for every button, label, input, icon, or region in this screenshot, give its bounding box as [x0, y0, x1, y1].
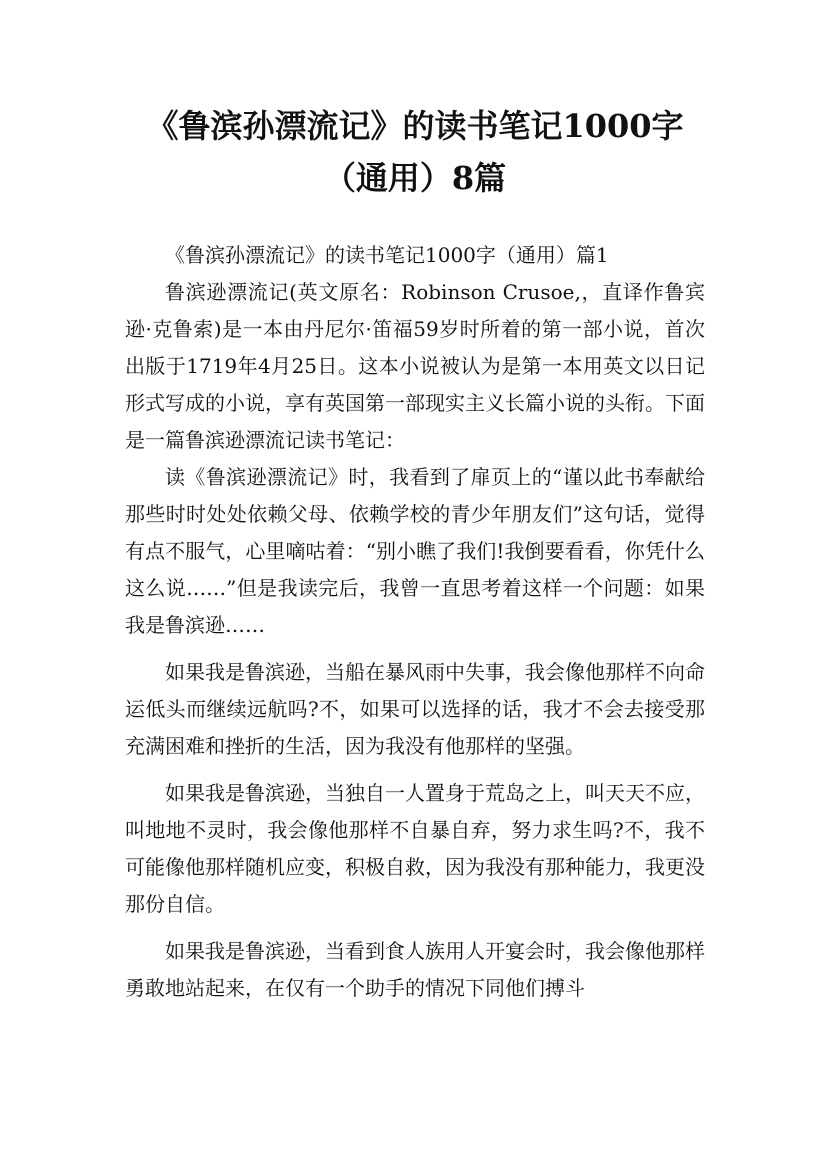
paragraph: 如果我是鲁滨逊，当独自一人置身于荒岛之上，叫天天不应，叫地地不灵时，我会像他那样不自暴自弃，努力求生吗?不，我不可能像他那样随机应变，积极自救，因为我没有那种能力，我更没那份自信。 — [125, 781, 705, 916]
paragraph: 读《鲁滨逊漂流记》时，我看到了扉页上的“谨以此书奉献给那些时时处处依赖父母、依赖学校的青少年朋友们”这句话，觉得有点不服气，心里嘀咕着：“别小瞧了我们!我倒要看看，你凭什么这么说……”但是我读完后，我曾一直思考着这样一个问题：如果我是鲁滨逊…… — [125, 465, 705, 637]
document-title: 《鲁滨孙漂流记》的读书笔记1000字（通用）8篇 — [146, 107, 684, 197]
paragraph: 如果我是鲁滨逊，当看到食人族用人开宴会时，我会像他那样勇敢地站起来，在仅有一个助手的情况下同他们搏斗 — [125, 939, 705, 1000]
document-body — [125, 237, 705, 1007]
paragraph: 鲁滨逊漂流记(英文原名：Robinson Crusoe,，直译作鲁宾逊·克鲁索)是一本由丹尼尔·笛福59岁时所着的第一部小说，首次出版于1719年4月25日。这本小说被认为是第一本用英文以日记形式写成的小说，享有英国第一部现实主义长篇小说的头衔。下面是一篇鲁滨逊漂流记读书笔记： — [125, 280, 705, 452]
paragraph: 如果我是鲁滨逊，当船在暴风雨中失事，我会像他那样不向命运低头而继续远航吗?不，如果可以选择的话，我才不会去接受那充满困难和挫折的生活，因为我没有他那样的坚强。 — [125, 660, 705, 758]
section-heading: 《鲁滨孙漂流记》的读书笔记1000字（通用）篇1 — [165, 243, 609, 267]
